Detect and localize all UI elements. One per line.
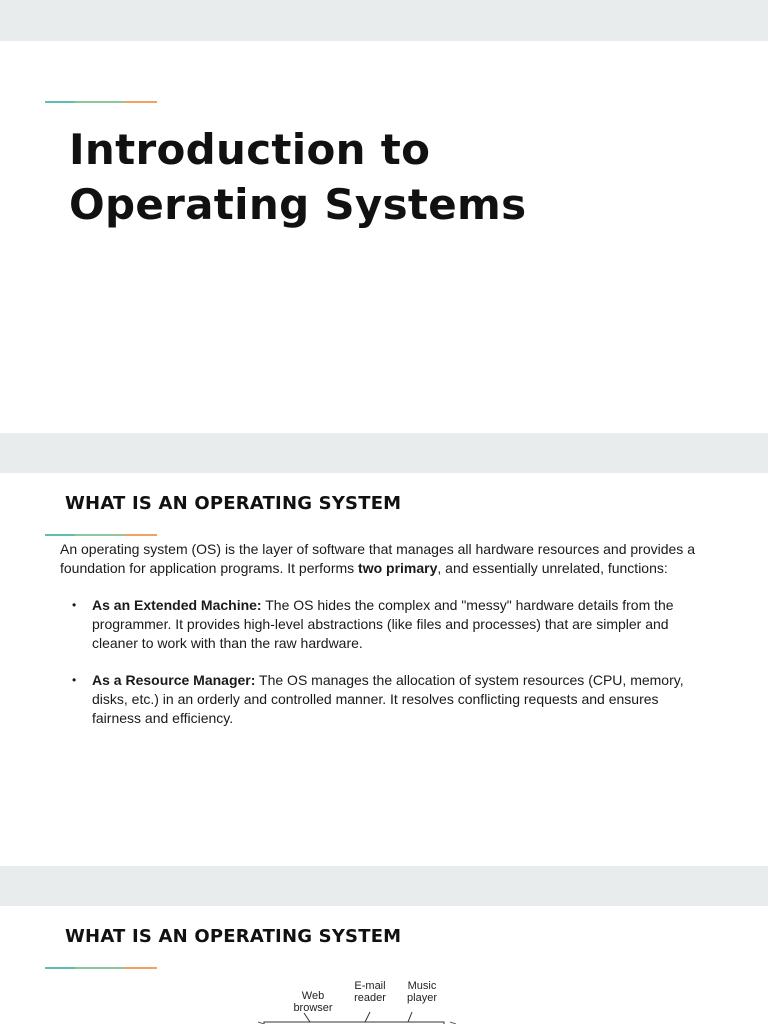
page-gap-1 [0, 433, 768, 473]
page-gap-2 [0, 866, 768, 906]
accent-line [45, 101, 157, 103]
list-item-title: As a Resource Manager: [92, 672, 256, 688]
os-layer-diagram [250, 1005, 470, 1024]
diagram-arrow [408, 1012, 412, 1022]
diagram-arrow [304, 1013, 310, 1022]
bullet-icon: • [72, 673, 77, 687]
list-item [60, 596, 700, 653]
section-heading: WHAT IS AN OPERATING SYSTEM [65, 493, 402, 514]
bullet-icon: • [72, 598, 77, 612]
page-title [69, 122, 526, 232]
slide-title [0, 41, 768, 433]
page-gap-top [0, 0, 768, 41]
intro-text: An operating system (OS) is the layer of software that manages all hardware resources and provides a foundation for application programs. It performs [60, 541, 695, 576]
web-browser-label: Web browser [293, 990, 333, 1014]
accent-line [45, 534, 157, 536]
list-item [60, 671, 700, 728]
list-item-text: The OS manages the allocation of system resources (CPU, memory, disks, etc.) in an orderly and controlled manner. It resolves conflicting requests and ensures fairness and efficiency. [92, 672, 684, 726]
music-player-label: Music player [407, 980, 437, 1004]
section-heading: WHAT IS AN OPERATING SYSTEM [65, 926, 402, 947]
list-item-title: As an Extended Machine: [92, 597, 262, 613]
function-list [60, 596, 700, 746]
list-item-text: The OS hides the complex and "messy" hardware details from the programmer. It provides high-level abstractions (like files and processes) that are simpler and cleaner to work with than the raw hardware. [92, 597, 674, 651]
intro-paragraph [60, 540, 720, 578]
intro-bold: two primary [358, 560, 438, 576]
accent-line [45, 967, 157, 969]
title-line-2: Operating Systems [69, 180, 527, 229]
title-line-1: Introduction to [69, 125, 431, 174]
email-reader-label: E-mail reader [354, 980, 386, 1004]
diagram-arrow [365, 1012, 370, 1022]
intro-text-end: , and essentially unrelated, functions: [437, 560, 668, 576]
